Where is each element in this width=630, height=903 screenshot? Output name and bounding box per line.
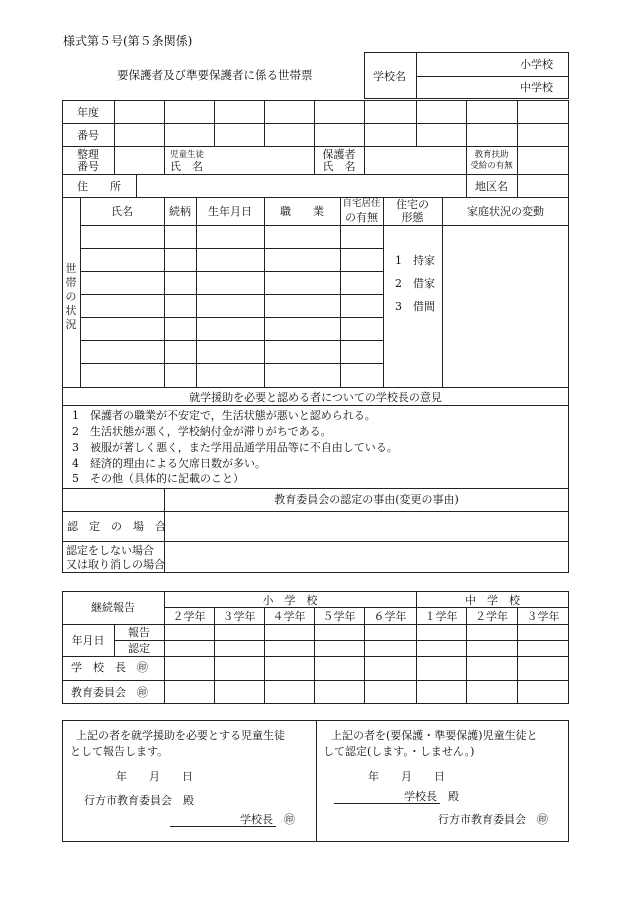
col-relation-header: 続柄	[169, 205, 191, 218]
opinion-item-4: 4 経済的理由による欠席日数が多い。	[72, 457, 266, 470]
right-report-signer: 学校長 殿	[404, 790, 459, 803]
date-label: 年月日	[71, 634, 105, 647]
col-birthdate-header: 生年月日	[208, 205, 252, 218]
seiri-label-1: 整理	[77, 148, 99, 161]
right-report-text-2: して認定(します。・しません。)	[323, 745, 475, 758]
elementary-header: 小 学 校	[262, 594, 318, 607]
school-label: 学校名	[373, 70, 406, 83]
committee-seal-label: 教育委員会 ㊞	[71, 686, 148, 699]
aid-label-1: 教育扶助	[474, 150, 509, 160]
col-name-header: 氏名	[111, 205, 133, 218]
junior-grade-2: ２学年	[475, 610, 508, 623]
form-number: 様式第５号(第５条関係)	[63, 34, 193, 48]
principal-seal-label: 学 校 長 ㊞	[71, 661, 148, 674]
housing-option-own: 1 持家	[395, 254, 435, 267]
elem-grade-2: ２学年	[172, 610, 206, 623]
aid-label-2: 受給の有無	[470, 161, 513, 171]
principal-opinion-title: 就学援助を必要と認める者についての学校長の意見	[189, 391, 442, 404]
committee-reason-title: 教育委員会の認定の事由(変更の事由)	[274, 493, 459, 506]
form-title: 要保護者及び準要保護者に係る世帯票	[117, 68, 313, 82]
junior-header: 中 学 校	[465, 594, 520, 607]
junior-high-school-label: 中学校	[520, 81, 553, 94]
left-report-text-2: として報告します。	[70, 745, 169, 758]
elementary-school-label: 小学校	[520, 58, 553, 71]
elem-grade-3: ３学年	[222, 610, 256, 623]
guardian-name-label-1: 保護者	[322, 148, 356, 161]
junior-grade-3: ３学年	[526, 610, 560, 623]
right-report-issuer: 行方市教育委員会 ㊞	[438, 813, 548, 826]
left-report-addressee: 行方市教育委員会 殿	[84, 794, 194, 807]
opinion-item-3: 3 被服が著しく悪く，また学用品通学用品等に不自由している。	[72, 441, 398, 454]
opinion-item-2: 2 生活状態が悪く，学校納付金が滞りがちである。	[72, 425, 332, 438]
housing-option-rent-house: 2 借家	[395, 277, 435, 290]
elem-grade-6: ６学年	[373, 610, 407, 623]
right-report-text-1: 上記の者を(要保護・準要保護)児童生徒と	[331, 729, 538, 742]
opinion-item-1: 1 保護者の職業が不安定で，生活状態が悪いと認められる。	[72, 409, 376, 422]
left-report-date: 年 月 日	[116, 770, 193, 783]
housing-option-rent-room: 3 借間	[395, 300, 435, 313]
left-report-signer: 学校長 ㊞	[240, 813, 295, 826]
household-label: 世帯の状況	[65, 262, 77, 331]
report-row-label: 報告	[128, 626, 150, 639]
district-label: 地区名	[475, 180, 508, 193]
reject-case-label-1: 認定をしない場合	[66, 544, 154, 557]
seiri-label-2: 番号	[77, 160, 99, 173]
elem-grade-4: ４学年	[272, 610, 306, 623]
year-label: 年度	[77, 106, 99, 119]
col-changes-header: 家庭状況の変動	[467, 205, 544, 218]
junior-grade-1: １学年	[424, 610, 458, 623]
number-label: 番号	[77, 129, 99, 142]
approve-case-label: 認 定 の 場 合	[67, 520, 166, 533]
child-name-label-2: 氏 名	[170, 160, 203, 173]
child-name-label-1: 児童生徒	[170, 150, 205, 160]
approval-row-label: 認定	[128, 642, 150, 655]
col-housing-header-1: 住宅の	[396, 198, 429, 211]
continuation-label: 継続報告	[91, 601, 135, 614]
address-label: 住 所	[77, 180, 121, 193]
reject-case-label-2: 又は取り消しの場合	[66, 558, 165, 571]
right-report-date: 年 月 日	[368, 770, 445, 783]
col-job-header: 職 業	[280, 205, 324, 218]
opinion-item-5: 5 その他（具体的に記載のこと）	[72, 472, 244, 485]
elem-grade-5: ５学年	[322, 610, 356, 623]
left-report-text-1: 上記の者を就学援助を必要とする児童生徒	[76, 729, 285, 742]
col-home-header-1: 自宅居住	[342, 198, 381, 209]
col-housing-header-2: 形態	[401, 211, 424, 224]
col-home-header-2: の有無	[345, 211, 378, 224]
guardian-name-label-2: 氏 名	[322, 160, 356, 173]
